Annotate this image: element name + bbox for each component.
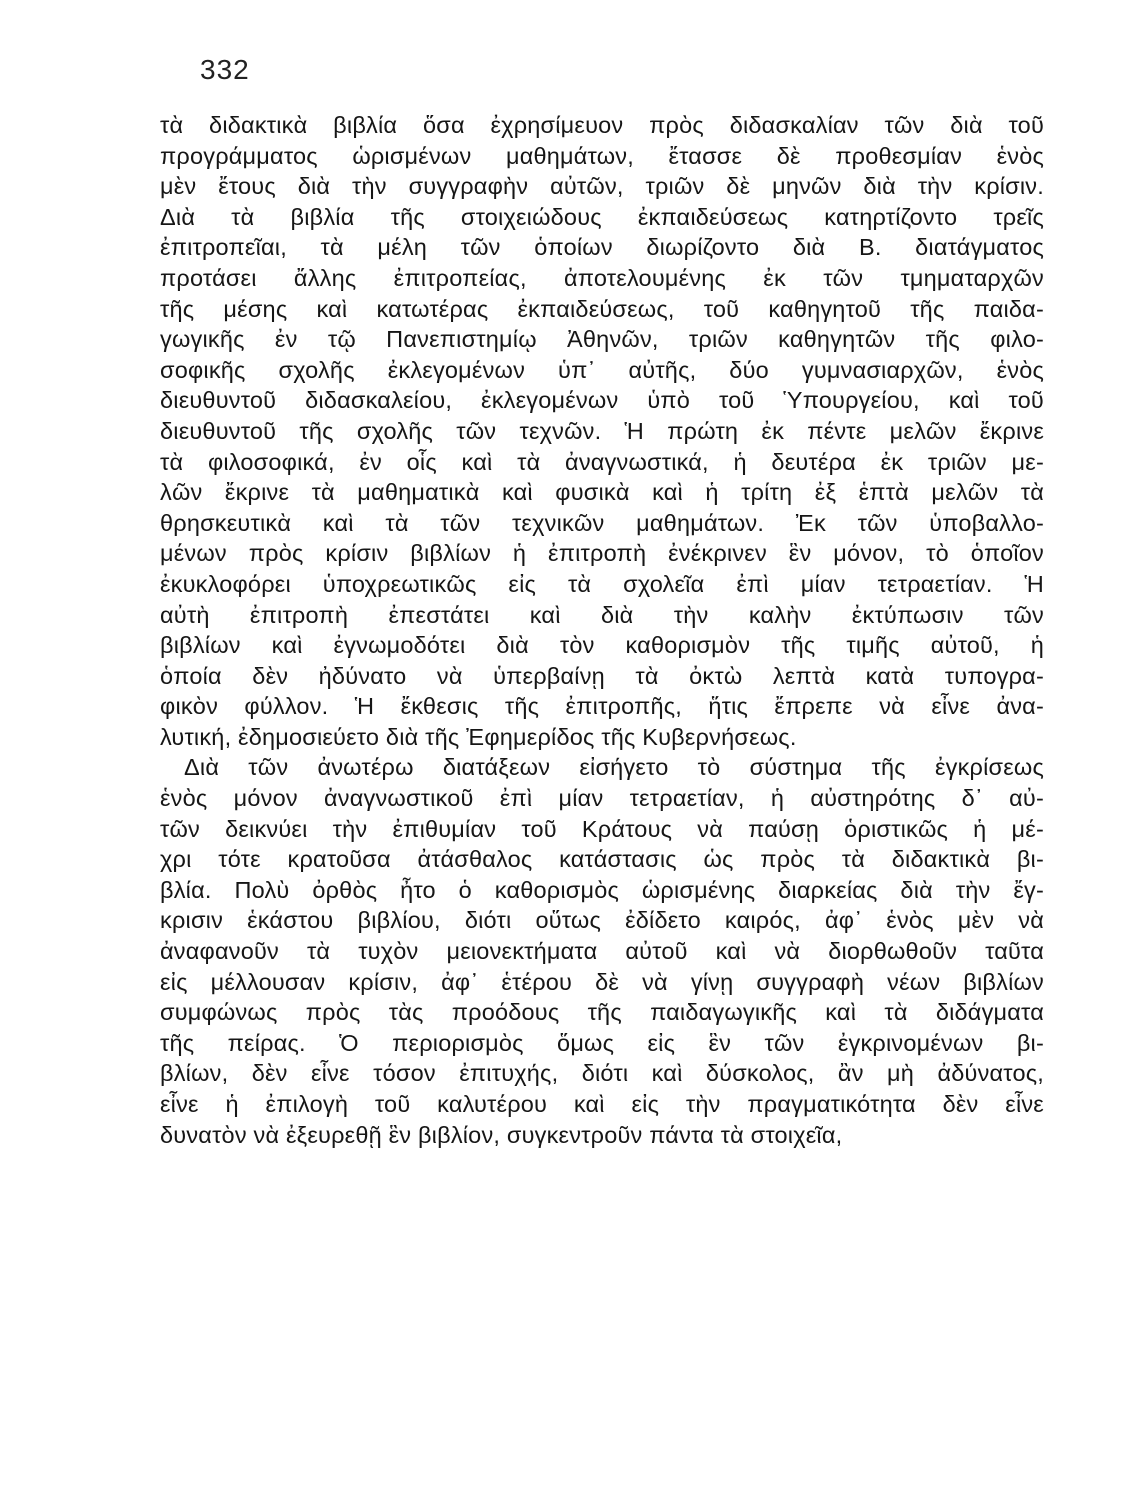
text-line: ἐκυκλοφόρει ὑποχρεωτικῶς εἰς τὰ σχολεῖα ἐπὶ μίαν τετραετίαν. Ἡ: [160, 570, 1044, 597]
text-line: βλίων, δὲν εἶνε τόσον ἐπιτυχής, διότι καὶ δύσκολος, ἂν μὴ ἀδύνατος,: [160, 1060, 1044, 1087]
text-line: προγράμματος ὡρισμένων μαθημάτων, ἔτασσε δὲ προθεσμίαν ἑνὸς: [160, 142, 1044, 169]
text-line: σοφικῆς σχολῆς ἐκλεγομένων ὑπ᾽ αὐτῆς, δύο γυμνασιαρχῶν, ἑνὸς: [160, 356, 1044, 383]
text-line: θρησκευτικὰ καὶ τὰ τῶν τεχνικῶν μαθημάτων. Ἐκ τῶν ὑποβαλλο-: [160, 509, 1044, 536]
page-number: 332: [200, 54, 250, 85]
text-line: φικὸν φύλλον. Ἡ ἔκθεσις τῆς ἐπιτροπῆς, ἥτις ἔπρεπε νὰ εἶνε ἀνα-: [160, 693, 1044, 720]
text-line: βιβλίων καὶ ἐγνωμοδότει διὰ τὸν καθορισμὸν τῆς τιμῆς αὐτοῦ, ἡ: [160, 632, 1044, 659]
text-line: διευθυντοῦ τῆς σχολῆς τῶν τεχνῶν. Ἡ πρώτη ἐκ πέντε μελῶν ἔκρινε: [160, 417, 1044, 444]
text-line: τῆς πείρας. Ὁ περιορισμὸς ὅμως εἰς ἓν τῶν ἐγκρινομένων βι-: [160, 1029, 1044, 1056]
text-line: ὁποία δὲν ἠδύνατο νὰ ὑπερβαίνῃ τὰ ὀκτὼ λεπτὰ κατὰ τυπογρα-: [160, 662, 1044, 689]
paragraph: [160, 110, 1044, 752]
text-line: αὐτὴ ἐπιτροπὴ ἐπεστάτει καὶ διὰ τὴν καλὴν ἐκτύπωσιν τῶν: [160, 601, 1044, 628]
text-line: τῶν δεικνύει τὴν ἐπιθυμίαν τοῦ Κράτους νὰ παύσῃ ὁριστικῶς ἡ μέ-: [160, 815, 1044, 842]
text-line: λυτική, ἐδημοσιεύετο διὰ τῆς Ἐφημερίδος τῆς Κυβερνήσεως.: [160, 723, 797, 750]
text-line: ἀναφανοῦν τὰ τυχὸν μειονεκτήματα αὐτοῦ καὶ νὰ διορθωθοῦν ταῦτα: [160, 938, 1044, 965]
text-line: τὰ φιλοσοφικά, ἐν οἷς καὶ τὰ ἀναγνωστικά, ἡ δευτέρα ἐκ τριῶν με-: [160, 448, 1044, 475]
text-line: μὲν ἔτους διὰ τὴν συγγραφὴν αὐτῶν, τριῶν δὲ μηνῶν διὰ τὴν κρίσιν.: [160, 173, 1044, 200]
body-text: [160, 110, 1044, 1150]
paragraph: [160, 752, 1044, 1150]
text-line: Διὰ τῶν ἀνωτέρω διατάξεων εἰσήγετο τὸ σύστημα τῆς ἐγκρίσεως: [184, 754, 1044, 781]
text-line: τὰ διδακτικὰ βιβλία ὅσα ἐχρησίμευον πρὸς διδασκαλίαν τῶν διὰ τοῦ: [160, 112, 1044, 138]
text-line: βλία. Πολὺ ὀρθὸς ἦτο ὁ καθορισμὸς ὡρισμένης διαρκείας διὰ τὴν ἔγ-: [160, 876, 1044, 903]
text-line: εἶνε ἡ ἐπιλογὴ τοῦ καλυτέρου καὶ εἰς τὴν πραγματικότητα δὲν εἶνε: [160, 1091, 1044, 1117]
text-line: συμφώνως πρὸς τὰς προόδους τῆς παιδαγωγικῆς καὶ τὰ διδάγματα: [160, 999, 1044, 1026]
text-line: κρισιν ἑκάστου βιβλίου, διότι οὕτως ἐδίδετο καιρός, ἀφ᾽ ἑνὸς μὲν νὰ: [160, 907, 1044, 934]
text-line: ἑνὸς μόνον ἀναγνωστικοῦ ἐπὶ μίαν τετραετίαν, ἡ αὐστηρότης δ᾽ αὐ-: [160, 785, 1044, 812]
text-line: γωγικῆς ἐν τῷ Πανεπιστημίῳ Ἀθηνῶν, τριῶν καθηγητῶν τῆς φιλο-: [160, 326, 1044, 353]
text-line: χρι τότε κρατοῦσα ἀτάσθαλος κατάστασις ὡς πρὸς τὰ διδακτικὰ βι-: [160, 846, 1044, 873]
text-line: τῆς μέσης καὶ κατωτέρας ἐκπαιδεύσεως, τοῦ καθηγητοῦ τῆς παιδα-: [160, 295, 1044, 322]
text-line: εἰς μέλλουσαν κρίσιν, ἀφ᾽ ἑτέρου δὲ νὰ γίνῃ συγγραφὴ νέων βιβλίων: [160, 968, 1044, 995]
text-line: ἐπιτροπεῖαι, τὰ μέλη τῶν ὁποίων διωρίζοντο διὰ Β. διατάγματος: [160, 234, 1044, 261]
text-line: λῶν ἔκρινε τὰ μαθηματικὰ καὶ φυσικὰ καὶ ἡ τρίτη ἐξ ἑπτὰ μελῶν τὰ: [160, 479, 1044, 506]
text-line: μένων πρὸς κρίσιν βιβλίων ἡ ἐπιτροπὴ ἐνέκρινεν ἓν μόνον, τὸ ὁποῖον: [160, 540, 1044, 567]
text-line: προτάσει ἄλλης ἐπιτροπείας, ἀποτελουμένης ἐκ τῶν τμηματαρχῶν: [160, 264, 1044, 291]
text-line: Διὰ τὰ βιβλία τῆς στοιχειώδους ἐκπαιδεύσεως κατηρτίζοντο τρεῖς: [160, 203, 1044, 230]
text-line: διευθυντοῦ διδασκαλείου, ἐκλεγομένων ὑπὸ τοῦ Ὑπουργείου, καὶ τοῦ: [160, 387, 1044, 414]
text-line: δυνατὸν νὰ ἐξευρεθῇ ἓν βιβλίον, συγκεντροῦν πάντα τὰ στοιχεῖα,: [160, 1121, 843, 1148]
